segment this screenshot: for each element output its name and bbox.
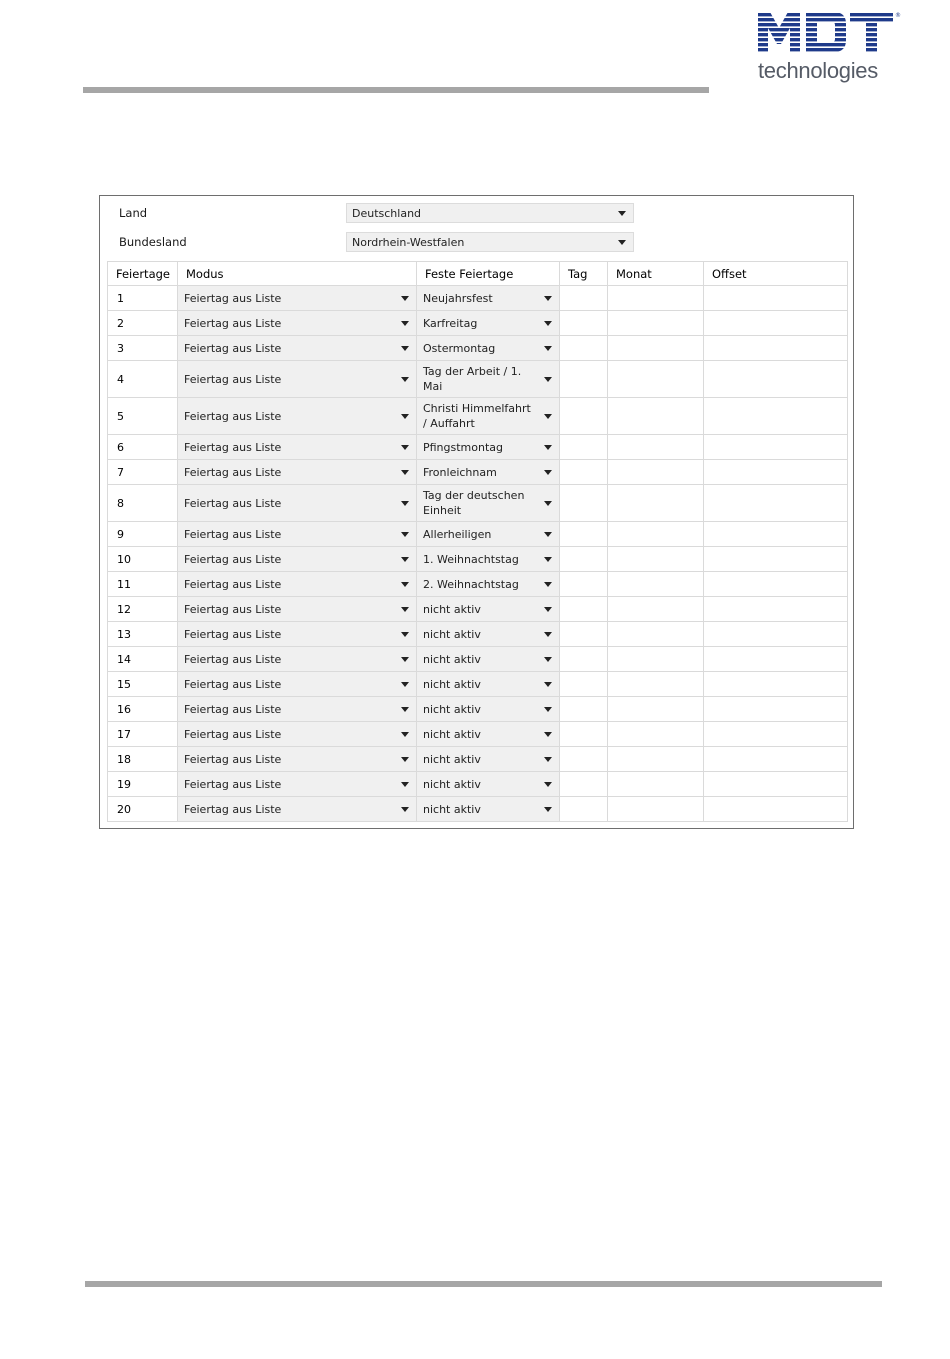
row-number: 12 bbox=[108, 597, 178, 622]
tag-cell[interactable] bbox=[560, 398, 608, 435]
modus-value: Feiertag aus Liste bbox=[184, 291, 282, 305]
offset-cell[interactable] bbox=[704, 672, 848, 697]
modus-value: Feiertag aus Liste bbox=[184, 465, 282, 479]
modus-value: Feiertag aus Liste bbox=[184, 602, 282, 616]
table-row bbox=[108, 747, 848, 772]
mdt-logo-mark bbox=[756, 8, 906, 58]
chevron-down-icon bbox=[401, 501, 409, 506]
modus-value: Feiertag aus Liste bbox=[184, 577, 282, 591]
feste-feiertage-value: 1. Weihnachtstag bbox=[423, 552, 519, 566]
table-row bbox=[108, 522, 848, 547]
tag-cell[interactable] bbox=[560, 647, 608, 672]
offset-cell[interactable] bbox=[704, 797, 848, 822]
chevron-down-icon bbox=[544, 682, 552, 687]
feste-feiertage-dropdown[interactable] bbox=[417, 747, 560, 772]
feste-feiertage-value: Fronleichnam bbox=[423, 465, 497, 479]
feste-feiertage-value: nicht aktiv bbox=[423, 652, 481, 666]
tag-cell[interactable] bbox=[560, 622, 608, 647]
col-header-monat: Monat bbox=[608, 262, 704, 286]
offset-cell[interactable] bbox=[704, 572, 848, 597]
feste-feiertage-dropdown[interactable] bbox=[417, 311, 560, 336]
chevron-down-icon bbox=[544, 346, 552, 351]
modus-dropdown[interactable] bbox=[178, 622, 417, 647]
chevron-down-icon bbox=[401, 607, 409, 612]
row-number: 13 bbox=[108, 622, 178, 647]
modus-value: Feiertag aus Liste bbox=[184, 777, 282, 791]
row-number: 18 bbox=[108, 747, 178, 772]
modus-value: Feiertag aus Liste bbox=[184, 527, 282, 541]
offset-cell[interactable] bbox=[704, 286, 848, 311]
feste-feiertage-value: Neujahrsfest bbox=[423, 291, 493, 305]
modus-value: Feiertag aus Liste bbox=[184, 727, 282, 741]
row-number: 9 bbox=[108, 522, 178, 547]
offset-cell[interactable] bbox=[704, 647, 848, 672]
offset-cell[interactable] bbox=[704, 485, 848, 522]
chevron-down-icon bbox=[401, 414, 409, 419]
modus-dropdown[interactable] bbox=[178, 572, 417, 597]
modus-value: Feiertag aus Liste bbox=[184, 752, 282, 766]
feste-feiertage-dropdown[interactable] bbox=[417, 672, 560, 697]
chevron-down-icon bbox=[544, 321, 552, 326]
feste-feiertage-dropdown[interactable] bbox=[417, 336, 560, 361]
tag-cell[interactable] bbox=[560, 597, 608, 622]
modus-dropdown[interactable] bbox=[178, 485, 417, 522]
chevron-down-icon bbox=[401, 582, 409, 587]
feste-feiertage-dropdown[interactable] bbox=[417, 647, 560, 672]
chevron-down-icon bbox=[401, 682, 409, 687]
tag-cell[interactable] bbox=[560, 522, 608, 547]
monat-cell[interactable] bbox=[608, 672, 704, 697]
chevron-down-icon bbox=[401, 377, 409, 382]
modus-value: Feiertag aus Liste bbox=[184, 627, 282, 641]
monat-cell[interactable] bbox=[608, 722, 704, 747]
modus-dropdown[interactable] bbox=[178, 772, 417, 797]
monat-cell[interactable] bbox=[608, 460, 704, 485]
tag-cell[interactable] bbox=[560, 336, 608, 361]
feste-feiertage-dropdown[interactable] bbox=[417, 697, 560, 722]
feste-feiertage-dropdown[interactable] bbox=[417, 485, 560, 522]
modus-dropdown[interactable] bbox=[178, 398, 417, 435]
table-row bbox=[108, 547, 848, 572]
offset-cell[interactable] bbox=[704, 747, 848, 772]
chevron-down-icon bbox=[401, 657, 409, 662]
chevron-down-icon bbox=[544, 807, 552, 812]
table-row bbox=[108, 647, 848, 672]
monat-cell[interactable] bbox=[608, 647, 704, 672]
table-header-row bbox=[108, 262, 848, 286]
row-number: 3 bbox=[108, 336, 178, 361]
table-row bbox=[108, 572, 848, 597]
feste-feiertage-dropdown[interactable] bbox=[417, 547, 560, 572]
chevron-down-icon bbox=[544, 532, 552, 537]
table-row bbox=[108, 485, 848, 522]
monat-cell[interactable] bbox=[608, 772, 704, 797]
tag-cell[interactable] bbox=[560, 460, 608, 485]
chevron-down-icon bbox=[401, 782, 409, 787]
chevron-down-icon bbox=[544, 501, 552, 506]
header-divider bbox=[83, 87, 709, 93]
param-row-land bbox=[100, 203, 853, 225]
tag-cell[interactable] bbox=[560, 797, 608, 822]
chevron-down-icon bbox=[401, 532, 409, 537]
modus-dropdown[interactable] bbox=[178, 597, 417, 622]
chevron-down-icon bbox=[544, 582, 552, 587]
chevron-down-icon bbox=[544, 557, 552, 562]
logo-tagline: technologies bbox=[758, 58, 878, 83]
modus-value: Feiertag aus Liste bbox=[184, 802, 282, 816]
row-number: 10 bbox=[108, 547, 178, 572]
chevron-down-icon bbox=[401, 321, 409, 326]
offset-cell[interactable] bbox=[704, 336, 848, 361]
table-row bbox=[108, 672, 848, 697]
col-header-offset: Offset bbox=[704, 262, 848, 286]
bundesland-dropdown[interactable] bbox=[346, 232, 634, 252]
monat-cell[interactable] bbox=[608, 547, 704, 572]
monat-cell[interactable] bbox=[608, 747, 704, 772]
modus-value: Feiertag aus Liste bbox=[184, 316, 282, 330]
feste-feiertage-dropdown[interactable] bbox=[417, 772, 560, 797]
row-number: 11 bbox=[108, 572, 178, 597]
chevron-down-icon bbox=[544, 732, 552, 737]
offset-cell[interactable] bbox=[704, 547, 848, 572]
offset-cell[interactable] bbox=[704, 398, 848, 435]
table-row bbox=[108, 622, 848, 647]
tag-cell[interactable] bbox=[560, 722, 608, 747]
modus-dropdown[interactable] bbox=[178, 797, 417, 822]
offset-cell[interactable] bbox=[704, 697, 848, 722]
chevron-down-icon bbox=[544, 296, 552, 301]
modus-value: Feiertag aus Liste bbox=[184, 440, 282, 454]
row-number: 4 bbox=[108, 361, 178, 398]
chevron-down-icon bbox=[544, 632, 552, 637]
table-row bbox=[108, 336, 848, 361]
chevron-down-icon bbox=[401, 757, 409, 762]
offset-cell[interactable] bbox=[704, 597, 848, 622]
holiday-settings-panel bbox=[99, 195, 854, 829]
modus-dropdown[interactable] bbox=[178, 697, 417, 722]
col-header-feste-feiertage: Feste Feiertage bbox=[417, 262, 560, 286]
col-header-feiertage: Feiertage bbox=[108, 262, 178, 286]
table-row bbox=[108, 311, 848, 336]
feste-feiertage-dropdown[interactable] bbox=[417, 622, 560, 647]
chevron-down-icon bbox=[401, 346, 409, 351]
col-header-tag: Tag bbox=[560, 262, 608, 286]
monat-cell[interactable] bbox=[608, 622, 704, 647]
mdt-logo bbox=[756, 8, 906, 84]
feste-feiertage-dropdown[interactable] bbox=[417, 597, 560, 622]
offset-cell[interactable] bbox=[704, 722, 848, 747]
chevron-down-icon bbox=[544, 445, 552, 450]
modus-value: Feiertag aus Liste bbox=[184, 341, 282, 355]
chevron-down-icon bbox=[401, 732, 409, 737]
tag-cell[interactable] bbox=[560, 747, 608, 772]
offset-cell[interactable] bbox=[704, 772, 848, 797]
tag-cell[interactable] bbox=[560, 361, 608, 398]
feste-feiertage-dropdown[interactable] bbox=[417, 460, 560, 485]
chevron-down-icon bbox=[544, 782, 552, 787]
modus-dropdown[interactable] bbox=[178, 747, 417, 772]
table-row bbox=[108, 697, 848, 722]
chevron-down-icon bbox=[544, 757, 552, 762]
monat-cell[interactable] bbox=[608, 435, 704, 460]
feste-feiertage-value: nicht aktiv bbox=[423, 702, 481, 716]
feste-feiertage-value: Ostermontag bbox=[423, 341, 496, 355]
modus-dropdown[interactable] bbox=[178, 647, 417, 672]
tag-cell[interactable] bbox=[560, 572, 608, 597]
feste-feiertage-dropdown[interactable] bbox=[417, 797, 560, 822]
modus-dropdown[interactable] bbox=[178, 311, 417, 336]
offset-cell[interactable] bbox=[704, 460, 848, 485]
chevron-down-icon bbox=[401, 807, 409, 812]
tag-cell[interactable] bbox=[560, 547, 608, 572]
modus-dropdown[interactable] bbox=[178, 286, 417, 311]
table-row bbox=[108, 597, 848, 622]
row-number: 6 bbox=[108, 435, 178, 460]
chevron-down-icon bbox=[544, 607, 552, 612]
monat-cell[interactable] bbox=[608, 336, 704, 361]
feste-feiertage-value: Tag der Arbeit / 1. Mai bbox=[423, 365, 522, 393]
tag-cell[interactable] bbox=[560, 772, 608, 797]
feste-feiertage-value: nicht aktiv bbox=[423, 627, 481, 641]
row-number: 7 bbox=[108, 460, 178, 485]
monat-cell[interactable] bbox=[608, 361, 704, 398]
chevron-down-icon bbox=[544, 657, 552, 662]
tag-cell[interactable] bbox=[560, 672, 608, 697]
monat-cell[interactable] bbox=[608, 398, 704, 435]
table-row bbox=[108, 722, 848, 747]
col-header-modus: Modus bbox=[178, 262, 417, 286]
row-number: 8 bbox=[108, 485, 178, 522]
row-number: 2 bbox=[108, 311, 178, 336]
row-number: 15 bbox=[108, 672, 178, 697]
modus-dropdown[interactable] bbox=[178, 361, 417, 398]
table-row bbox=[108, 286, 848, 311]
table-row bbox=[108, 398, 848, 435]
offset-cell[interactable] bbox=[704, 311, 848, 336]
monat-cell[interactable] bbox=[608, 286, 704, 311]
row-number: 17 bbox=[108, 722, 178, 747]
feste-feiertage-dropdown[interactable] bbox=[417, 286, 560, 311]
tag-cell[interactable] bbox=[560, 311, 608, 336]
monat-cell[interactable] bbox=[608, 597, 704, 622]
modus-value: Feiertag aus Liste bbox=[184, 409, 282, 423]
modus-dropdown[interactable] bbox=[178, 547, 417, 572]
chevron-down-icon bbox=[618, 240, 626, 245]
row-number: 20 bbox=[108, 797, 178, 822]
feste-feiertage-value: Christi Himmelfahrt / Auffahrt bbox=[423, 402, 531, 430]
offset-cell[interactable] bbox=[704, 522, 848, 547]
feste-feiertage-value: nicht aktiv bbox=[423, 677, 481, 691]
monat-cell[interactable] bbox=[608, 797, 704, 822]
chevron-down-icon bbox=[401, 707, 409, 712]
modus-dropdown[interactable] bbox=[178, 336, 417, 361]
feste-feiertage-value: Pfingstmontag bbox=[423, 440, 504, 454]
table-row bbox=[108, 361, 848, 398]
chevron-down-icon bbox=[401, 470, 409, 475]
modus-value: Feiertag aus Liste bbox=[184, 677, 282, 691]
chevron-down-icon bbox=[544, 377, 552, 382]
chevron-down-icon bbox=[544, 707, 552, 712]
holiday-table bbox=[107, 261, 848, 822]
offset-cell[interactable] bbox=[704, 435, 848, 460]
modus-value: Feiertag aus Liste bbox=[184, 372, 282, 386]
feste-feiertage-value: nicht aktiv bbox=[423, 777, 481, 791]
feste-feiertage-value: nicht aktiv bbox=[423, 727, 481, 741]
land-dropdown[interactable] bbox=[346, 203, 634, 223]
monat-cell[interactable] bbox=[608, 572, 704, 597]
feste-feiertage-value: 2. Weihnachtstag bbox=[423, 577, 519, 591]
feste-feiertage-dropdown[interactable] bbox=[417, 361, 560, 398]
holiday-table-body bbox=[108, 286, 848, 822]
land-label: Land bbox=[119, 206, 148, 220]
bundesland-value: Nordrhein-Westfalen bbox=[352, 236, 465, 249]
tag-cell[interactable] bbox=[560, 435, 608, 460]
feste-feiertage-value: nicht aktiv bbox=[423, 752, 481, 766]
row-number: 16 bbox=[108, 697, 178, 722]
feste-feiertage-dropdown[interactable] bbox=[417, 398, 560, 435]
bundesland-label: Bundesland bbox=[119, 235, 187, 249]
monat-cell[interactable] bbox=[608, 697, 704, 722]
modus-value: Feiertag aus Liste bbox=[184, 702, 282, 716]
table-row bbox=[108, 460, 848, 485]
offset-cell[interactable] bbox=[704, 361, 848, 398]
feste-feiertage-value: Allerheiligen bbox=[423, 527, 492, 541]
monat-cell[interactable] bbox=[608, 522, 704, 547]
tag-cell[interactable] bbox=[560, 485, 608, 522]
land-value: Deutschland bbox=[352, 207, 422, 220]
tag-cell[interactable] bbox=[560, 697, 608, 722]
modus-value: Feiertag aus Liste bbox=[184, 496, 282, 510]
feste-feiertage-dropdown[interactable] bbox=[417, 522, 560, 547]
chevron-down-icon bbox=[401, 557, 409, 562]
chevron-down-icon bbox=[401, 632, 409, 637]
row-number: 5 bbox=[108, 398, 178, 435]
feste-feiertage-dropdown[interactable] bbox=[417, 722, 560, 747]
chevron-down-icon bbox=[544, 470, 552, 475]
monat-cell[interactable] bbox=[608, 485, 704, 522]
footer-divider bbox=[85, 1281, 882, 1287]
row-number: 1 bbox=[108, 286, 178, 311]
modus-dropdown[interactable] bbox=[178, 460, 417, 485]
chevron-down-icon bbox=[544, 414, 552, 419]
feste-feiertage-dropdown[interactable] bbox=[417, 435, 560, 460]
table-row bbox=[108, 435, 848, 460]
modus-value: Feiertag aus Liste bbox=[184, 552, 282, 566]
feste-feiertage-value: nicht aktiv bbox=[423, 602, 481, 616]
modus-dropdown[interactable] bbox=[178, 672, 417, 697]
monat-cell[interactable] bbox=[608, 311, 704, 336]
table-row bbox=[108, 772, 848, 797]
modus-value: Feiertag aus Liste bbox=[184, 652, 282, 666]
feste-feiertage-value: Tag der deutschen Einheit bbox=[423, 489, 525, 517]
param-row-bundesland bbox=[100, 232, 853, 254]
modus-dropdown[interactable] bbox=[178, 522, 417, 547]
row-number: 14 bbox=[108, 647, 178, 672]
feste-feiertage-value: Karfreitag bbox=[423, 316, 478, 330]
chevron-down-icon bbox=[618, 211, 626, 216]
row-number: 19 bbox=[108, 772, 178, 797]
svg-text:®: ® bbox=[895, 12, 901, 19]
modus-dropdown[interactable] bbox=[178, 435, 417, 460]
chevron-down-icon bbox=[401, 445, 409, 450]
table-row bbox=[108, 797, 848, 822]
offset-cell[interactable] bbox=[704, 622, 848, 647]
tag-cell[interactable] bbox=[560, 286, 608, 311]
chevron-down-icon bbox=[401, 296, 409, 301]
feste-feiertage-value: nicht aktiv bbox=[423, 802, 481, 816]
feste-feiertage-dropdown[interactable] bbox=[417, 572, 560, 597]
modus-dropdown[interactable] bbox=[178, 722, 417, 747]
